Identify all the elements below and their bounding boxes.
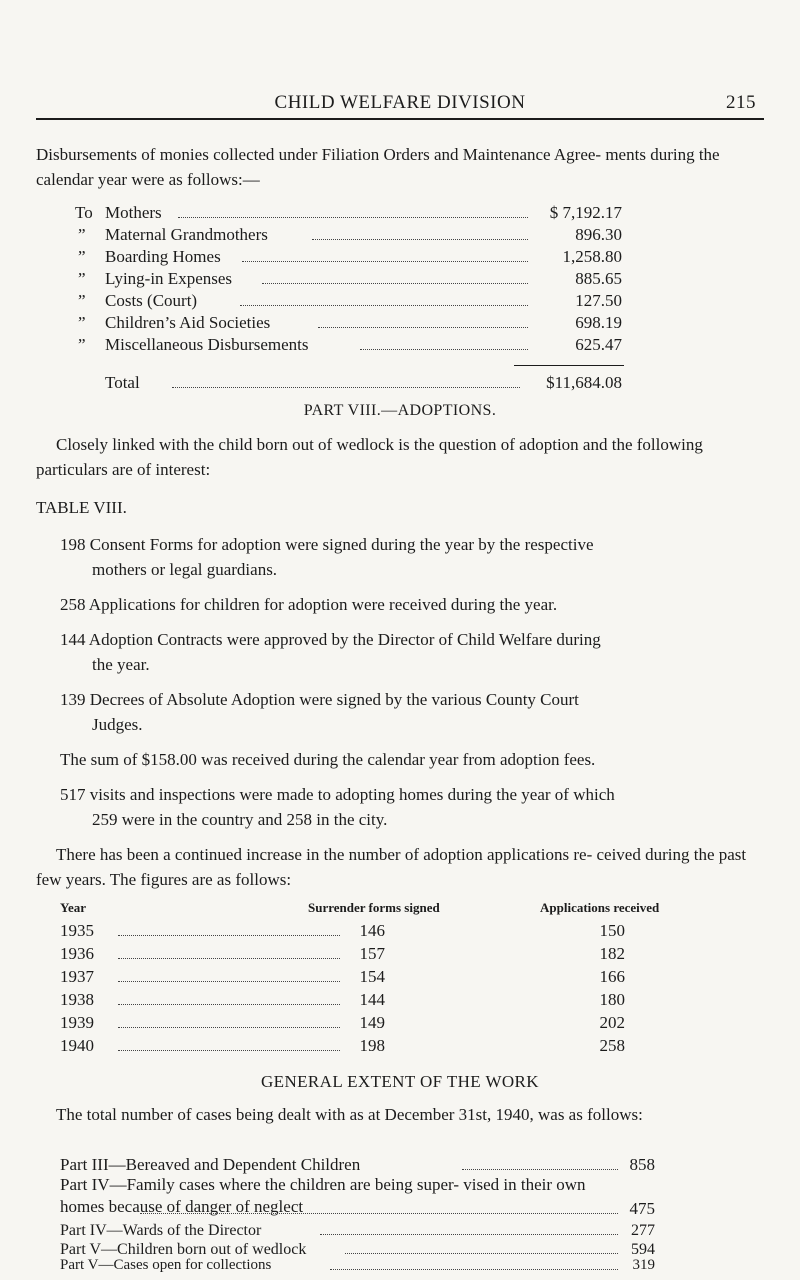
table-year: 1936 xyxy=(60,944,94,963)
increase-paragraph: There has been a continued increase in the number of adoption applications re- ceived during the past few years. The figures are as follows: xyxy=(36,845,747,889)
case-value: 475 xyxy=(629,1199,655,1218)
leader-dots xyxy=(172,385,520,388)
table-applications: 182 xyxy=(599,944,625,963)
part-viii-heading: PART VIII.—ADOPTIONS. xyxy=(303,402,497,419)
total-amount: $11,684.08 xyxy=(546,373,622,392)
case-label: Part V—Children born out of wedlock xyxy=(60,1241,307,1258)
disbursement-prefix: ” xyxy=(78,247,86,266)
table-applications: 258 xyxy=(599,1036,625,1055)
leader-dots xyxy=(118,1025,340,1028)
case-label: Part IV—Family cases where the children are being super- vised in their own homes because of danger of neglect xyxy=(60,1175,586,1216)
case-value: 858 xyxy=(629,1155,655,1174)
leader-dots xyxy=(178,215,528,218)
disbursement-prefix: ” xyxy=(78,313,86,332)
case-label: Part III—Bereaved and Dependent Children xyxy=(60,1155,361,1174)
table-label: TABLE VIII. xyxy=(36,498,127,517)
disbursement-amount: 1,258.80 xyxy=(562,247,622,266)
disbursement-label: Mothers xyxy=(105,203,162,222)
leader-dots xyxy=(118,1048,340,1051)
disbursement-amount: $ 7,192.17 xyxy=(549,203,622,222)
fact-line: 139 Decrees of Absolute Adoption were signed by the various County Court xyxy=(60,690,579,709)
fact-line: 198 Consent Forms for adoption were signed during the year by the respective xyxy=(60,535,594,554)
fact-line: 258 Applications for children for adoption were received during the year. xyxy=(60,595,558,614)
leader-dots xyxy=(140,1211,618,1214)
disbursement-prefix: ” xyxy=(78,269,86,288)
disbursement-label: Maternal Grandmothers xyxy=(105,225,268,244)
disbursement-label: Miscellaneous Disbursements xyxy=(105,335,309,354)
table-applications: 150 xyxy=(599,921,625,940)
col-header-applications: Applications received xyxy=(540,900,660,915)
disbursement-label: Lying-in Expenses xyxy=(105,269,233,288)
table-year: 1937 xyxy=(60,967,94,986)
leader-dots xyxy=(118,979,340,982)
leader-dots xyxy=(118,933,340,936)
leader-dots xyxy=(312,237,528,240)
case-label: Part IV—Wards of the Director xyxy=(60,1222,262,1239)
disbursement-amount: 625.47 xyxy=(575,335,622,354)
adoption-intro: Closely linked with the child born out of wedlock is the question of adoption and the following particulars are of interest: xyxy=(36,435,703,479)
table-surrender: 157 xyxy=(359,944,385,963)
fact-line: The sum of $158.00 was received during the calendar year from adoption fees. xyxy=(60,750,596,769)
disbursement-prefix: To xyxy=(75,203,93,222)
total-label: Total xyxy=(105,373,140,392)
disbursement-amount: 127.50 xyxy=(575,291,622,310)
leader-dots xyxy=(330,1267,618,1270)
disbursements-intro: Disbursements of monies collected under Filiation Orders and Maintenance Agree- ments during the calendar year were as follows:— xyxy=(36,145,720,189)
fact-line: mothers or legal guardians. xyxy=(92,560,278,579)
table-applications: 180 xyxy=(599,990,625,1009)
table-year: 1940 xyxy=(60,1036,94,1055)
case-value: 594 xyxy=(631,1241,655,1258)
leader-dots xyxy=(118,956,340,959)
leader-dots xyxy=(262,281,528,284)
fact-line: 517 visits and inspections were made to adopting homes during the year of which xyxy=(60,785,615,804)
table-year: 1935 xyxy=(60,921,94,940)
table-year: 1938 xyxy=(60,990,94,1009)
col-header-year: Year xyxy=(60,900,86,915)
table-surrender: 149 xyxy=(359,1013,385,1032)
disbursement-amount: 885.65 xyxy=(575,269,622,288)
table-surrender: 198 xyxy=(359,1036,385,1055)
table-surrender: 146 xyxy=(359,921,385,940)
table-applications: 202 xyxy=(599,1013,625,1032)
general-extent-heading: GENERAL EXTENT OF THE WORK xyxy=(261,1072,539,1091)
fact-line: the year. xyxy=(92,655,150,674)
disbursement-label: Boarding Homes xyxy=(105,247,221,266)
disbursement-amount: 896.30 xyxy=(575,225,622,244)
disbursement-prefix: ” xyxy=(78,291,86,310)
leader-dots xyxy=(345,1251,618,1254)
disbursement-prefix: ” xyxy=(78,225,86,244)
fact-line: 259 were in the country and 258 in the city. xyxy=(92,810,388,829)
case-value: 319 xyxy=(632,1257,655,1273)
total-rule xyxy=(514,365,624,366)
leader-dots xyxy=(242,259,528,262)
leader-dots xyxy=(320,1232,618,1235)
table-surrender: 144 xyxy=(359,990,385,1009)
col-header-surrender: Surrender forms signed xyxy=(308,900,440,915)
leader-dots xyxy=(462,1167,618,1170)
case-label: Part V—Cases open for collections xyxy=(60,1257,272,1273)
disbursement-label: Costs (Court) xyxy=(105,291,198,310)
leader-dots xyxy=(318,325,528,328)
general-extent-intro: The total number of cases being dealt with as at December 31st, 1940, was as follows: xyxy=(56,1105,643,1124)
disbursement-prefix: ” xyxy=(78,335,86,354)
fact-line: 144 Adoption Contracts were approved by the Director of Child Welfare during xyxy=(60,630,601,649)
case-value: 277 xyxy=(631,1222,655,1239)
leader-dots xyxy=(118,1002,340,1005)
leader-dots xyxy=(360,347,528,350)
running-title: CHILD WELFARE DIVISION xyxy=(274,92,526,113)
disbursement-amount: 698.19 xyxy=(575,313,622,332)
leader-dots xyxy=(240,303,528,306)
fact-line: Judges. xyxy=(92,715,143,734)
table-surrender: 154 xyxy=(359,967,385,986)
table-year: 1939 xyxy=(60,1013,94,1032)
disbursement-label: Children’s Aid Societies xyxy=(105,313,271,332)
page-header xyxy=(36,90,764,120)
page-number: 215 xyxy=(726,92,756,113)
table-applications: 166 xyxy=(599,967,625,986)
